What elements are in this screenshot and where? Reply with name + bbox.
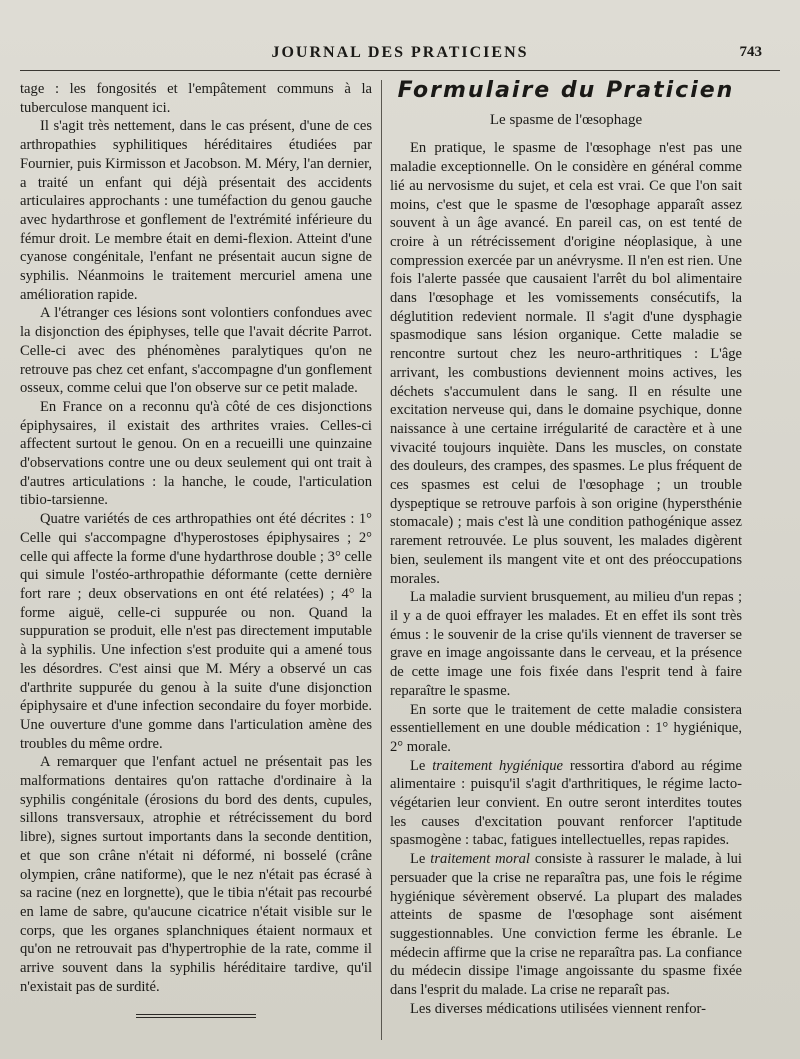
paragraph: En pratique, le spasme de l'œsophage n'est pas une maladie exceptionnelle. On le considère en général comme lié au nervosisme du sujet, et cela est vrai. Ce que l'on sait moins, c'est que le spasme de l'œsophage apparaît assez souvent à un âge avancé. En pareil cas, on est tenté de croire à un rétrécissement d'origine néoplasique, à une compression exercée par un anévrysme. Il n'en est rien. Une fois l'alerte passée que causaient l'arrêt du bol alimentaire dans l'œsophage et les vomissements consécutifs, la déglutition redevient normale. Il s'agit d'une dysphagie spasmodique sans lésion organique. Cette maladie se rencontre surtout chez les neuro-arthritiques : L'âge arrivant, les combustions deviennent moins actives, les déchets s'accumulent dans le sang. Il en résulte une excitation nerveuse qui, dans le domaine psychique, donne naissance à une certaine irrégularité de caractère et à une vivacité toujours inquiète. Dans les muscles, on constate des douleurs, des crampes, des spasmes. Le plus fréquent de ces spasmes est celui de l'œsophage ; un trouble dyspeptique se retrouve parfois à son origine (hypersthénie stomacale) ; mais c'est là une condition pathogénique assez rarement retrouvée. Le plus souvent, les malades digèrent bien, seulement ils mangent vite et ont des préoccupations morales. [390, 140, 742, 587]
paragraph: A l'étranger ces lésions sont volontiers confondues avec la disjonction des épiphyses, telle que l'avait décrite Parrot. Celle-ci avec des phénomènes paralytiques qu'on ne retrouve pas chez cet enfant, s'accompagne d'un gonflement osseux, comme celui que l'on observe sur ce petit malade. [20, 305, 372, 397]
emphasis: traitement moral [430, 851, 530, 868]
article-title: Le spasme de l'œsophage [489, 111, 643, 128]
text-run: consiste à rassurer le malade, à lui persuader que la crise ne reparaîtra pas, une fois le régime hygiénique sévèrement observé. La plupart des malades atteints de spasme de l'œsophage sont aisément suggestionnables. Une conviction ferme les ébranle. Le médecin affirme que la crise ne reparaîtra pas. La confiance du médecin dissipe l'image angoissante du spasme fixée dans l'esprit du malade. La crise ne reparaît pas. [390, 851, 742, 999]
text-run: ressortira d'abord au régime alimentaire : puisqu'il s'agit d'arthritiques, le régime lacto-végétarien leur convient. En outre seront interdites toutes les causes d'excitation pouvant renforcer l'aptitude spasmogène : tabac, fatigues intellectuelles, repas rapides. [390, 757, 742, 849]
paragraph: En France on a reconnu qu'à côté de ces disjonctions épiphysaires, il existait des arthrites vraies. Celles-ci affectent surtout le genou. On en a recueilli une quinzaine d'observations contre une ou deux seulement qui ont trait à d'autres articulations : la hanche, le coude, l'articulation tibio-tarsienne. [20, 398, 372, 509]
text-run: Le [410, 757, 433, 774]
section-title: Formulaire du Praticien [397, 78, 735, 103]
emphasis: traitement hygiénique [432, 757, 564, 774]
page-number: 743 [739, 44, 762, 60]
paragraph: En sorte que le traitement de cette maladie consistera essentiellement en une double médication : 1° hygiénique, 2° morale. [390, 701, 742, 755]
left-column [20, 80, 372, 1018]
paragraph: Il s'agit très nettement, dans le cas présent, d'une de ces arthropathies syphilitiques héréditaires étudiées par Fournier, puis Kirmisson et Jacobson. M. Méry, l'an dernier, a traité un enfant qui déjà présentait des accidents articulaires approchants : une tuméfaction du genou gauche avec hydarthrose et gonflement de l'extrémité inférieure du fémur droit. Le membre était en demi-flexion. Atteint d'une cyanose congénitale, l'enfant ne présentait aucun signe de syphilis. Néanmoins le traitement mercuriel amena une amélioration rapide. [20, 118, 372, 303]
paragraph: Les diverses médications utilisées viennent renfor- [410, 1000, 706, 1017]
paragraph-moral [390, 850, 742, 1000]
header-rule [20, 70, 780, 71]
paragraph: Quatre variétés de ces arthropathies ont été décrites : 1° Celle qui s'accompagne d'hyperostoses épiphysaires ; 2° celle qui affecte la forme d'une hydarthrose double ; 3° celle qui simule l'ostéo-arthropathie déformante (cette dernière fort rare ; deux observations en ont été relatées) ; 4° la forme aiguë, celle-ci suppurée ou non. Quand la suppuration se produit, elle n'est pas directement imputable à la syphilis. Une infection s'est produite qui a amené tous les désordres. C'est ainsi que M. Méry a observé un cas d'arthrite suppurée du genou à la suite d'une disjonction épiphysaire et d'une infection secondaire du foyer morbide. Une ouverture d'une gomme dans l'articulation amène des troubles du même ordre. [20, 511, 372, 752]
column-divider [381, 80, 382, 1040]
paragraph: A remarquer que l'enfant actuel ne présentait pas les malformations dentaires qu'on rattache d'ordinaire à la syphilis congénitale (érosions du bord des dents, cupules, sillons transversaux, atrophie et rétrécissement du bord libre), signes surtout importants dans la seconde dentition, et que son crâne n'était ni déformé, ni bosselé (crâne olympien, crâne natiforme), que le nez n'était pas écrasé à sa racine (nez en lorgnette), que le tibia n'était pas recourbé en lame de sabre, qu'aucune cicatrice n'était visible sur le corps, que les organes splanchniques étaient normaux et qu'on ne retrouvait pas d'hypertrophie de la rate, comme il arrive souvent dans la syphilis héréditaire tardive, qu'il n'existait pas de surdité. [20, 754, 372, 995]
paragraph-hygienic [390, 757, 742, 851]
journal-title: JOURNAL DES PRATICIENS [271, 44, 529, 61]
end-of-article-rule [136, 1014, 256, 1018]
paragraph: La maladie survient brusquement, au milieu d'un repas ; il y a de quoi effrayer les malades. Et en effet ils sont très émus : le souvenir de la crise qu'ils viennent de traverser se grave en image angoissante dans le cerveau, et la présence de cette image une fois fixée dans l'esprit tend à faire reparaître le spasme. [390, 589, 742, 699]
running-head [20, 44, 780, 68]
right-column [390, 80, 742, 1018]
paragraph: tage : les fongosités et l'empâtement communs à la tuberculose manquent ici. [20, 81, 372, 116]
text-run: Le [410, 851, 431, 868]
